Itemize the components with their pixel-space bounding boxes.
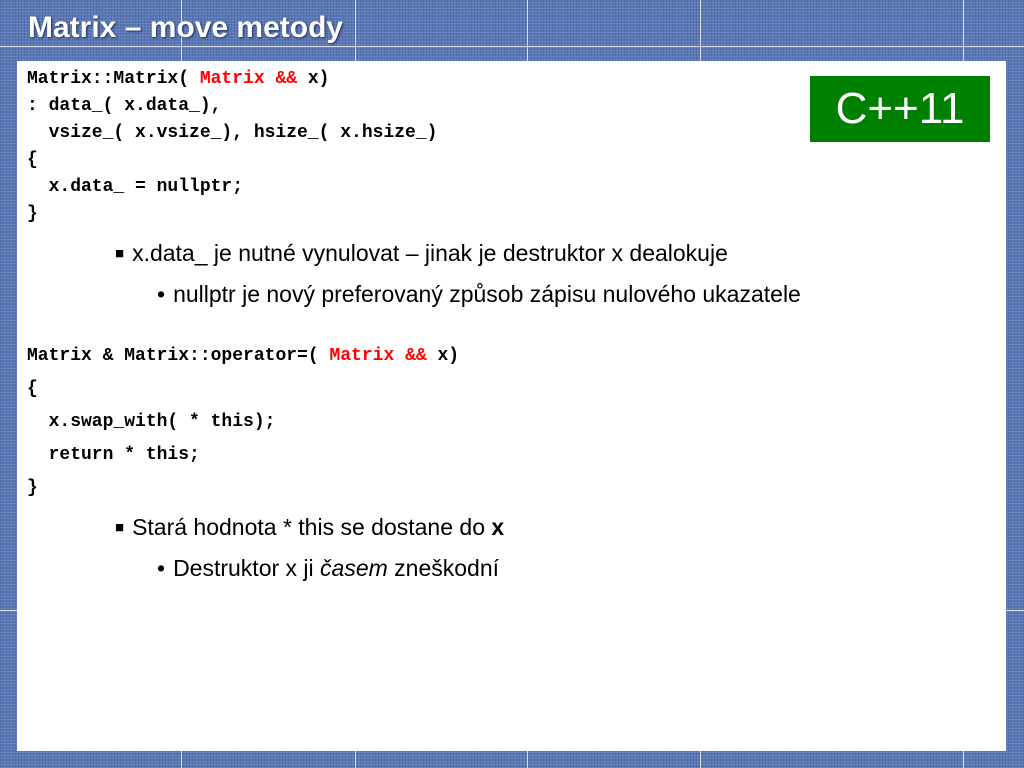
square-bullet-icon: ■	[115, 245, 125, 262]
move-constructor-code	[27, 66, 437, 228]
code-line: return * this;	[27, 445, 200, 465]
bullet-text: x.data_ je nutné vynulovat – jinak je destruktor x dealokuje	[132, 240, 728, 266]
bullet-text: Stará hodnota * this se dostane do	[132, 514, 492, 540]
slide-title: Matrix – move metody	[28, 11, 344, 44]
code-line: Matrix & Matrix::operator=( Matrix && x)	[27, 346, 460, 366]
square-bullet-icon: ■	[115, 519, 125, 536]
move-assignment-code	[27, 340, 459, 505]
bullet-text: Destruktor x ji	[173, 555, 321, 581]
bullet-text: zneškodní	[387, 555, 500, 581]
dot-bullet-icon: •	[157, 555, 166, 581]
cpp11-badge: C++11	[810, 76, 990, 142]
code-line: : data_( x.data_),	[27, 96, 222, 116]
code-line: {	[27, 150, 38, 170]
code-line: x.swap_with( * this);	[27, 412, 276, 432]
code-line: Matrix::Matrix( Matrix && x)	[27, 69, 330, 89]
bullet-level1	[115, 238, 728, 269]
dot-bullet-icon: •	[157, 281, 166, 307]
bullet-level1	[115, 512, 504, 543]
code-line: }	[27, 478, 38, 498]
code-line: x.data_ = nullptr;	[27, 177, 244, 197]
code-line: {	[27, 379, 38, 399]
bullet-level2	[157, 553, 499, 583]
bullet-level2	[157, 279, 801, 309]
bullet-emphasis: x	[491, 514, 505, 540]
bullet-emphasis: časem	[320, 555, 388, 581]
code-line: }	[27, 204, 38, 224]
bullet-text: nullptr je nový preferovaný způsob zápisu nulového ukazatele	[173, 281, 801, 307]
content-panel	[17, 61, 1006, 751]
code-line: vsize_( x.vsize_), hsize_( x.hsize_)	[27, 123, 438, 143]
